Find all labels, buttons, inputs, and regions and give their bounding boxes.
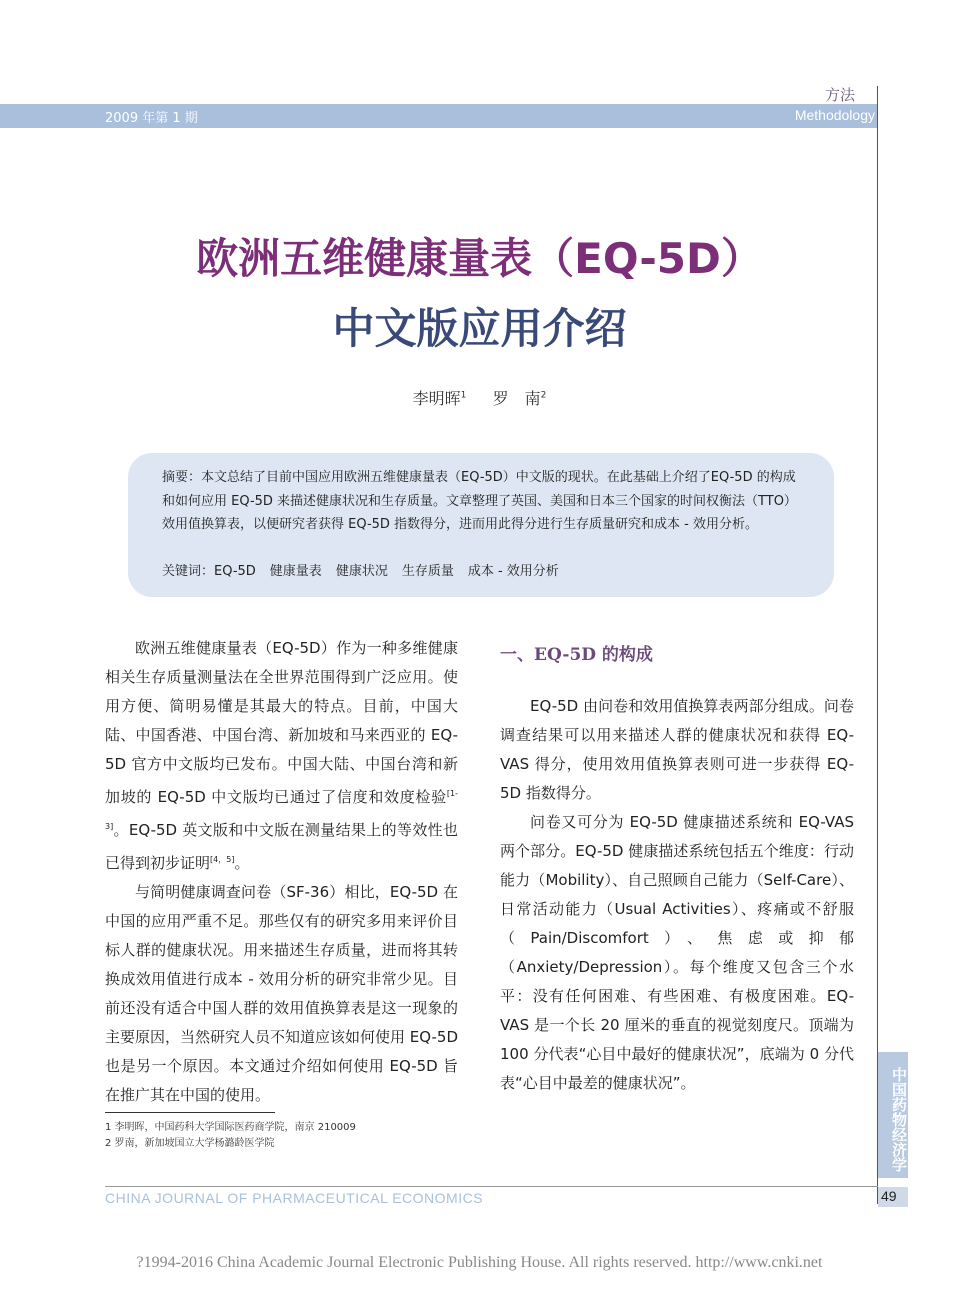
- journal-side-tab: 中国药物经济学: [878, 1052, 908, 1178]
- issue-label: 2009 年第 1 期: [105, 111, 198, 126]
- body-left-column: [105, 634, 458, 1110]
- keyword: 健康状况: [335, 564, 388, 579]
- footnote-rule: [105, 1112, 275, 1113]
- article-title-line2: 中文版应用介绍: [332, 304, 627, 353]
- page-number: 49: [881, 1188, 897, 1204]
- abstract: [162, 466, 802, 537]
- paragraph: [105, 634, 458, 878]
- abstract-label: 摘要：: [162, 470, 202, 485]
- citation: [1-3]: [105, 789, 458, 831]
- citation: [4，5]: [210, 855, 235, 864]
- article-title-line1: 欧洲五维健康量表（EQ-5D）: [196, 234, 763, 283]
- keyword: 生存质量: [401, 564, 454, 579]
- footnote: 1 李明晖，中国药科大学国际医药商学院，南京 210009: [105, 1122, 356, 1133]
- author-name: 罗 南: [492, 389, 541, 408]
- author-affiliation-mark: 2: [540, 390, 547, 401]
- abstract-body: 本文总结了目前中国应用欧洲五维健康量表（EQ-5D）中文版的现状。在此基础上介绍了EQ-5D 的构成和如何应用 EQ-5D 来描述健康状况和生存质量。文章整理了英国、美国和日本三个国家的时间权衡法（TTO）效用值换算表，以便研究者获得 EQ-5D 指数得分，进而用此得分进行生存质量研究和成本 - 效用分析。: [162, 470, 797, 532]
- paragraph-text: 欧洲五维健康量表（EQ-5D）作为一种多维健康相关生存质量测量法在全世界范围得到广泛应用。使用方便、简明易懂是其最大的特点。目前，中国大陆、中国香港、中国台湾、新加坡和马来西亚的 EQ-5D 官方中文版均已发布。中国大陆、中国台湾和新加坡的 EQ-5D 中文版均已通过了信度和效度检验: [105, 639, 458, 806]
- journal-name: CHINA JOURNAL OF PHARMACEUTICAL ECONOMICS: [105, 1190, 484, 1206]
- section-label-en: Methodology: [794, 107, 875, 123]
- keywords-label: 关键词：: [162, 564, 215, 579]
- paragraph: 问卷又可分为 EQ-5D 健康描述系统和 EQ-VAS 两个部分。EQ-5D 健康描述系统包括五个维度：行动能力（Mobility）、自己照顾自己能力（Self-Care）、日常活动能力（Usual Activities）、疼痛或不舒服（Pain/Discomfort）、焦虑或抑郁（Anxiety/Depression）。每个维度又包含三个水平：没有任何困难、有些困难、有极度困难。EQ-VAS 是一个长 20 厘米的垂直的视觉刻度尺。顶端为 100 分代表“心目中最好的健康状况”，底端为 0 分代表“心目中最差的健康状况”。: [500, 813, 854, 1092]
- copyright-notice: ?1994-2016 China Academic Journal Electronic Publishing House. All rights reserved. http://www.cnki.net: [136, 1254, 823, 1271]
- paragraph: 与简明健康调查问卷（SF-36）相比，EQ-5D 在中国的应用严重不足。那些仅有的研究多用来评价目标人群的健康状况。用来描述生存质量，进而将其转换成效用值进行成本 - 效用分析的研究非常少见。目前还没有适合中国人群的效用值换算表是这一现象的主要原因，当然研究人员不知道应该如何使用 EQ-5D 也是另一个原因。本文通过介绍如何使用 EQ-5D 旨在推广其在中国的使用。: [105, 883, 458, 1104]
- keywords: [162, 560, 802, 583]
- author-list: [0, 386, 959, 409]
- keyword: 健康量表: [269, 564, 322, 579]
- footnotes: [105, 1120, 356, 1152]
- paragraph: EQ-5D 由问卷和效用值换算表两部分组成。问卷调查结果可以用来描述人群的健康状况和获得 EQ-VAS 得分，使用效用值换算表则可进一步获得 EQ-5D 指数得分。: [500, 697, 854, 802]
- footnote: 2 罗南，新加坡国立大学杨潞龄医学院: [105, 1138, 275, 1149]
- body-right-column: [500, 692, 854, 1098]
- paragraph-text: 。EQ-5D 英文版和中文版在测量结果上的等效性也已得到初步证明: [105, 821, 458, 872]
- paragraph-text: 。: [234, 854, 250, 872]
- section-label-cn: 方法: [824, 86, 855, 104]
- keyword: 成本 - 效用分析: [467, 564, 559, 579]
- author-name: 李明晖: [412, 389, 461, 408]
- author-affiliation-mark: 1: [460, 390, 467, 401]
- keyword: EQ-5D: [214, 564, 256, 579]
- section-heading: 一、EQ-5D 的构成: [500, 645, 653, 665]
- footer-rule: [105, 1186, 878, 1187]
